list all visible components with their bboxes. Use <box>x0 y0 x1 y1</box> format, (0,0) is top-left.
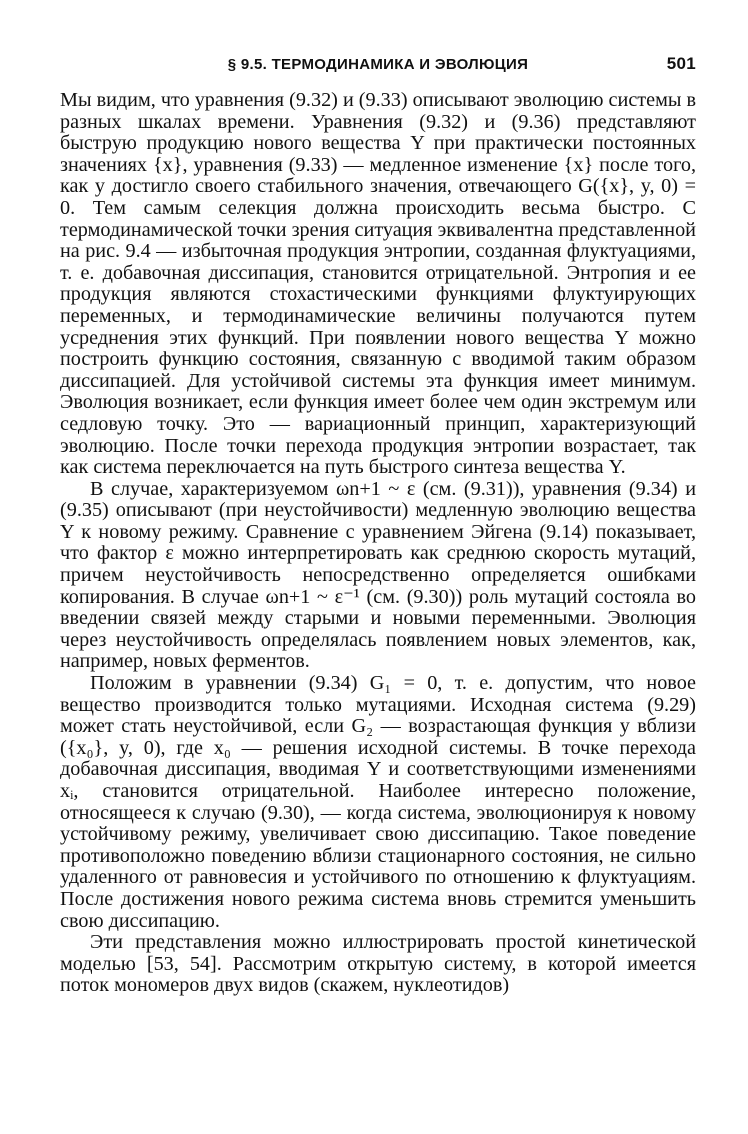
paragraph-4: Эти представления можно иллюстрировать простой кинетической моделью [53, 54]. Рассмотрим открытую систему, в которой имеется поток мономеров двух видов (скажем, нуклеотидов) <box>60 931 696 997</box>
paragraph-3: Положим в уравнении (9.34) G₁ = 0, т. е. допустим, что новое вещество производится только мутациями. Исходная система (9.29) может стать неустойчивой, если G₂ — возрастающая функция y вблизи ({x₀}, y, 0), где x₀ — решения исходной системы. В точке перехода добавочная диссипация, вводимая Y и соответствующими изменениями xᵢ, становится отрицательной. Наиболее интересно положение, относящееся к случаю (9.30), — когда система, эволюционируя к новому устойчивому режиму, увеличивает свою диссипацию. Такое поведение противоположно поведению вблизи стационарного состояния, не сильно удаленного от равновесия и устойчивого по отношению к флуктуациям. После достижения нового режима система вновь стремится уменьшить свою диссипацию. <box>60 672 696 932</box>
paragraph-1: Мы видим, что уравнения (9.32) и (9.33) описывают эволюцию системы в разных шкалах времени. Уравнения (9.32) и (9.36) представляют быструю продукцию нового вещества Y при практически постоянных значениях {x}, уравнения (9.33) — медленное изменение {x} после того, как y достигло своего стабильного значения, отвечающего G({x}, y, 0) = 0. Тем самым селекция должна происходить весьма быстро. С термодинамической точки зрения ситуация эквивалентна представленной на рис. 9.4 — избыточная продукция энтропии, созданная флуктуациями, т. е. добавочная диссипация, становится отрицательной. Энтропия и ее продукция являются стохастическими функциями флуктуирующих переменных, и термодинамические величины получаются путем усреднения этих функций. При появлении нового вещества Y можно построить функцию состояния, связанную с вводимой таким образом диссипацией. Для устойчивой системы эта функция имеет минимум. Эволюция возникает, если функция имеет более чем один экстремум или седловую точку. Это — вариационный принцип, характеризующий эволюцию. После точки перехода продукция энтропии возрастает, так как система переключается на путь быстрого синтеза вещества Y. <box>60 89 696 479</box>
running-head <box>60 52 696 80</box>
paragraph-2: В случае, характеризуемом ωn+1 ~ ε (см. (9.31)), уравнения (9.34) и (9.35) описывают (при неустойчивости) медленную эволюцию вещества Y к новому режиму. Сравнение с уравнением Эйгена (9.14) показывает, что фактор ε можно интерпретировать как среднюю скорость мутаций, причем неустойчивость непосредственно определяется ошибками копирования. В случае ωn+1 ~ ε⁻¹ (см. (9.30)) роль мутаций состояла во введении связей между старыми и новыми переменными. Эволюция через неустойчивость определялась появлением новых элементов, как, например, новых ферментов. <box>60 477 696 673</box>
page-number: 501 <box>666 54 696 73</box>
section-title: § 9.5. ТЕРМОДИНАМИКА И ЭВОЛЮЦИЯ <box>227 56 529 73</box>
